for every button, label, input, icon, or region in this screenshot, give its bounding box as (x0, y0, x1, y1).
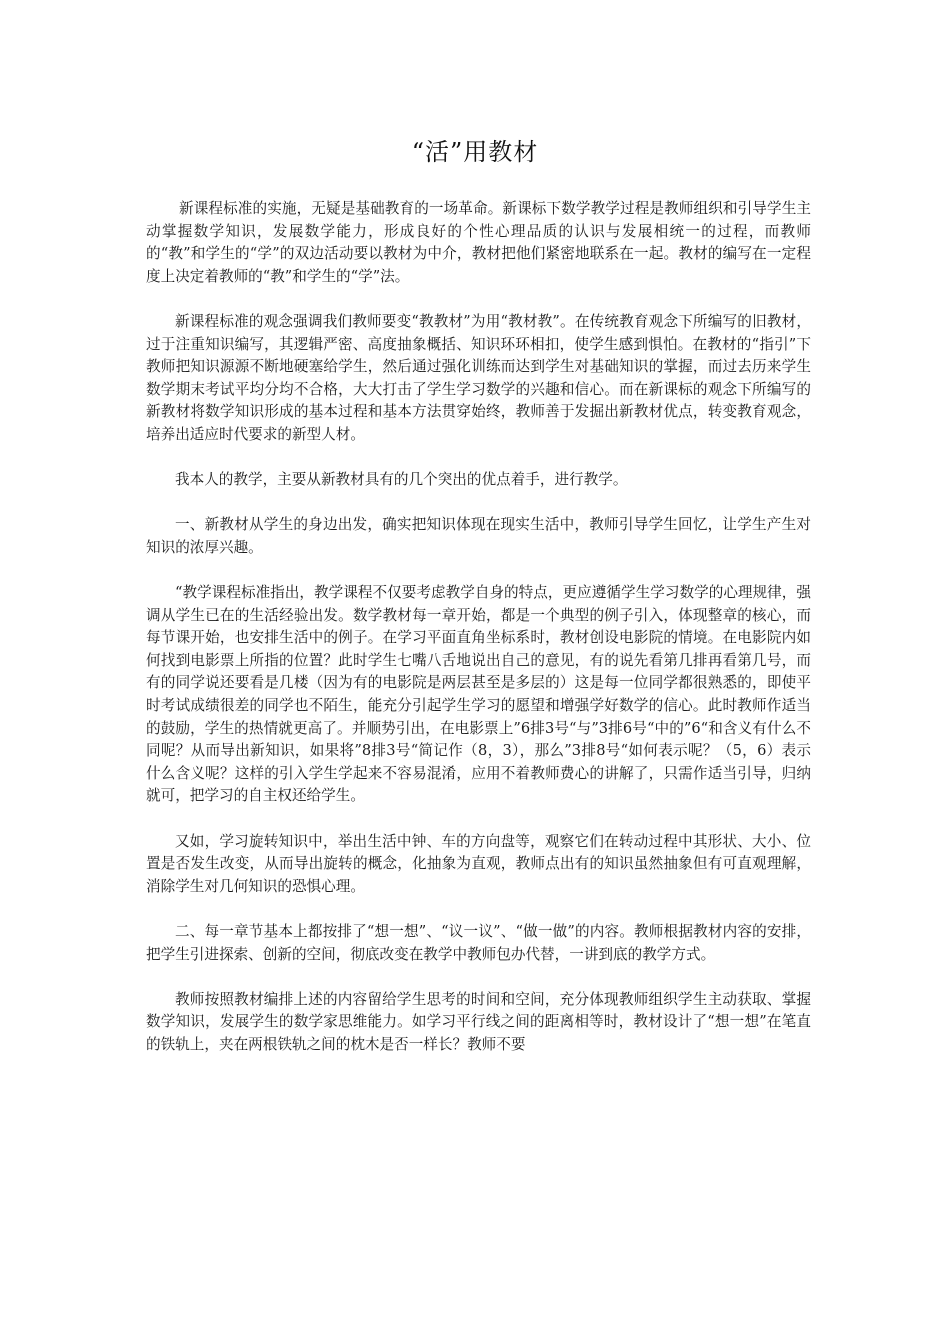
paragraph: 新课程标准的观念强调我们教师要变“教教材”为用“教材教”。在传统教育观念下所编写的旧教材，过于注重知识编写，其逻辑严密、高度抽象概括、知识环环相扣，使学生感到惧怕。在教材的“指引”下教师把知识源源不断地硬塞给学生，然后通过强化训练而达到学生对基础知识的掌握，而过去历来学生数学期末考试平均分均不合格，大大打击了学生学习数学的兴趣和信心。而在新课标的观念下所编写的新教材将数学知识形成的基本过程和基本方法贯穿始终，教师善于发掘出新教材优点，转变教育观念，培养出适应时代要求的新型人材。 (146, 312, 811, 443)
paragraph: 一、新教材从学生的身边出发，确实把知识体现在现实生活中，教师引导学生回忆，让学生产生对知识的浓厚兴趣。 (146, 516, 811, 556)
document-title: “活”用教材 (411, 138, 539, 166)
paragraph: 又如，学习旋转知识中，举出生活中钟、车的方向盘等，观察它们在转动过程中其形状、大小、位置是否发生改变，从而导出旋转的概念，化抽象为直观，教师点出有的知识虽然抽象但有可直观理解，消除学生对几何知识的恐惧心理。 (146, 832, 811, 895)
paragraph: “教学课程标准指出，教学课程不仅要考虑教学自身的特点，更应遵循学生学习数学的心理规律，强调从学生已在的生活经验出发。数学教材每一章开始，都是一个典型的例子引入，体现整章的核心，而每节课开始，也安排生活中的例子。在学习平面直角坐标系时，教材创设电影院的情境。在电影院内如何找到电影票上所指的位置？此时学生七嘴八舌地说出自己的意见，有的说先看第几排再看第几号，而有的同学说还要看是几楼（因为有的电影院是两层甚至是多层的）这是每一位同学都很熟悉的，即使平时考试成绩很差的同学也不陌生，能充分引起学生学习的愿望和增强学好数学的信心。此时教师作适当的鼓励，学生的热情就更高了。并顺势引出，在电影票上”6排3号“与”3排6号“中的”6“和含义有什么不同呢？从而导出新知识，如果将”8排3号“简记作（8，3），那么”3排8号“如何表示呢？（5，6）表示什么含义呢？这样的引入学生学起来不容易混淆，应用不着教师费心的讲解了，只需作适当引导，归纳就可，把学习的自主权还给学生。 (146, 584, 811, 805)
paragraph: 我本人的教学，主要从新教材具有的几个突出的优点着手，进行教学。 (175, 471, 628, 489)
paragraph: 二、每一章节基本上都按排了“想一想”、“议一议”、“做一做”的内容。教师根据教材内容的安排，把学生引进探索、创新的空间，彻底改变在教学中教师包办代替，一讲到底的教学方式。 (146, 923, 811, 963)
document-body (146, 198, 811, 1079)
paragraph: 教师按照教材编排上述的内容留给学生思考的时间和空间，充分体现教师组织学生主动获取、掌握数学知识，发展学生的数学家思维能力。如学习平行线之间的距离相等时，教材设计了“想一想”在笔直的铁轨上，夹在两根铁轨之间的枕木是否一样长？教师不要 (146, 990, 811, 1053)
paragraph: 新课程标准的实施，无疑是基础教育的一场革命。新课标下数学教学过程是教师组织和引导学生主动掌握数学知识，发展数学能力，形成良好的个性心理品质的认识与发展相统一的过程，而教师的“教”和学生的“学”的双边活动要以教材为中介，教材把他们紧密地联系在一起。教材的编写在一定程度上决定着教师的“教”和学生的“学”法。 (146, 200, 811, 285)
